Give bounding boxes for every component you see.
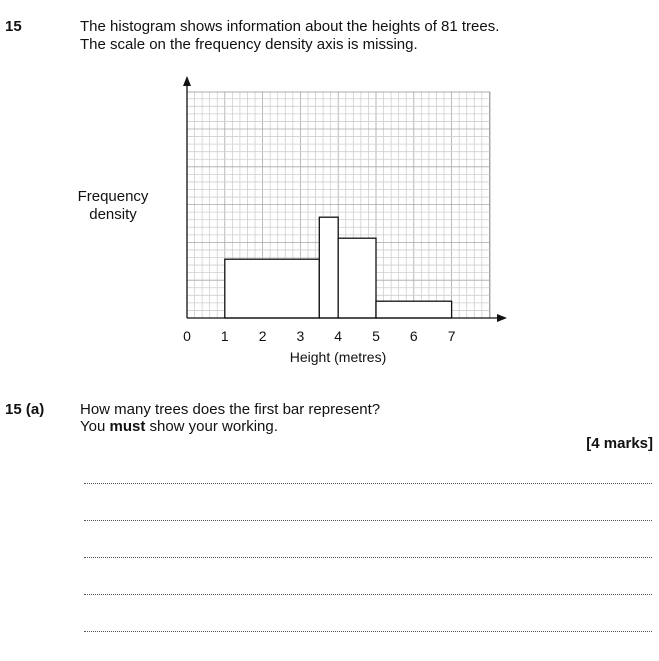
x-tick-label-6: 6: [409, 328, 418, 344]
answer-line-2[interactable]: [84, 520, 652, 521]
x-tick-label-2: 2: [258, 328, 267, 344]
part-a-number: 15 (a): [5, 401, 45, 418]
question-intro-line2: The scale on the frequency density axis is missing.: [80, 36, 418, 53]
part-a-question-line2: [80, 418, 278, 436]
histogram-bar-3: [338, 238, 376, 318]
part-a-question-line1: How many trees does the first bar represent?: [80, 401, 381, 418]
y-axis-label-line1: Frequency: [77, 188, 149, 205]
histogram-bar-4: [376, 301, 452, 318]
chart-bars: [225, 217, 452, 318]
question-number: 15: [5, 18, 22, 35]
y-axis-arrow-icon: [183, 76, 191, 86]
answer-line-5[interactable]: [84, 631, 652, 632]
x-tick-label-7: 7: [447, 328, 456, 344]
x-tick-label-1: 1: [220, 328, 229, 344]
answer-line-4[interactable]: [84, 594, 652, 595]
answer-line-1[interactable]: [84, 483, 652, 484]
part-a-q2-post: show your working.: [145, 418, 278, 435]
x-tick-label-4: 4: [334, 328, 343, 344]
x-tick-label-0: 0: [183, 328, 191, 344]
part-a-q2-pre: You: [80, 418, 110, 435]
marks-label: [4 marks]: [586, 435, 653, 452]
question-intro-line1: The histogram shows information about the heights of 81 trees.: [80, 18, 500, 35]
chart-tick-labels: [183, 328, 456, 344]
x-axis-arrow-icon: [497, 314, 507, 322]
part-a-q2-bold: must: [109, 418, 146, 435]
answer-line-3[interactable]: [84, 557, 652, 558]
histogram-bar-1: [225, 259, 319, 318]
y-axis-label-line2: density: [89, 206, 137, 223]
histogram-bar-2: [319, 217, 338, 318]
x-axis-label: Height (metres): [289, 349, 387, 365]
x-tick-label-5: 5: [372, 328, 380, 344]
x-tick-label-3: 3: [296, 328, 305, 344]
